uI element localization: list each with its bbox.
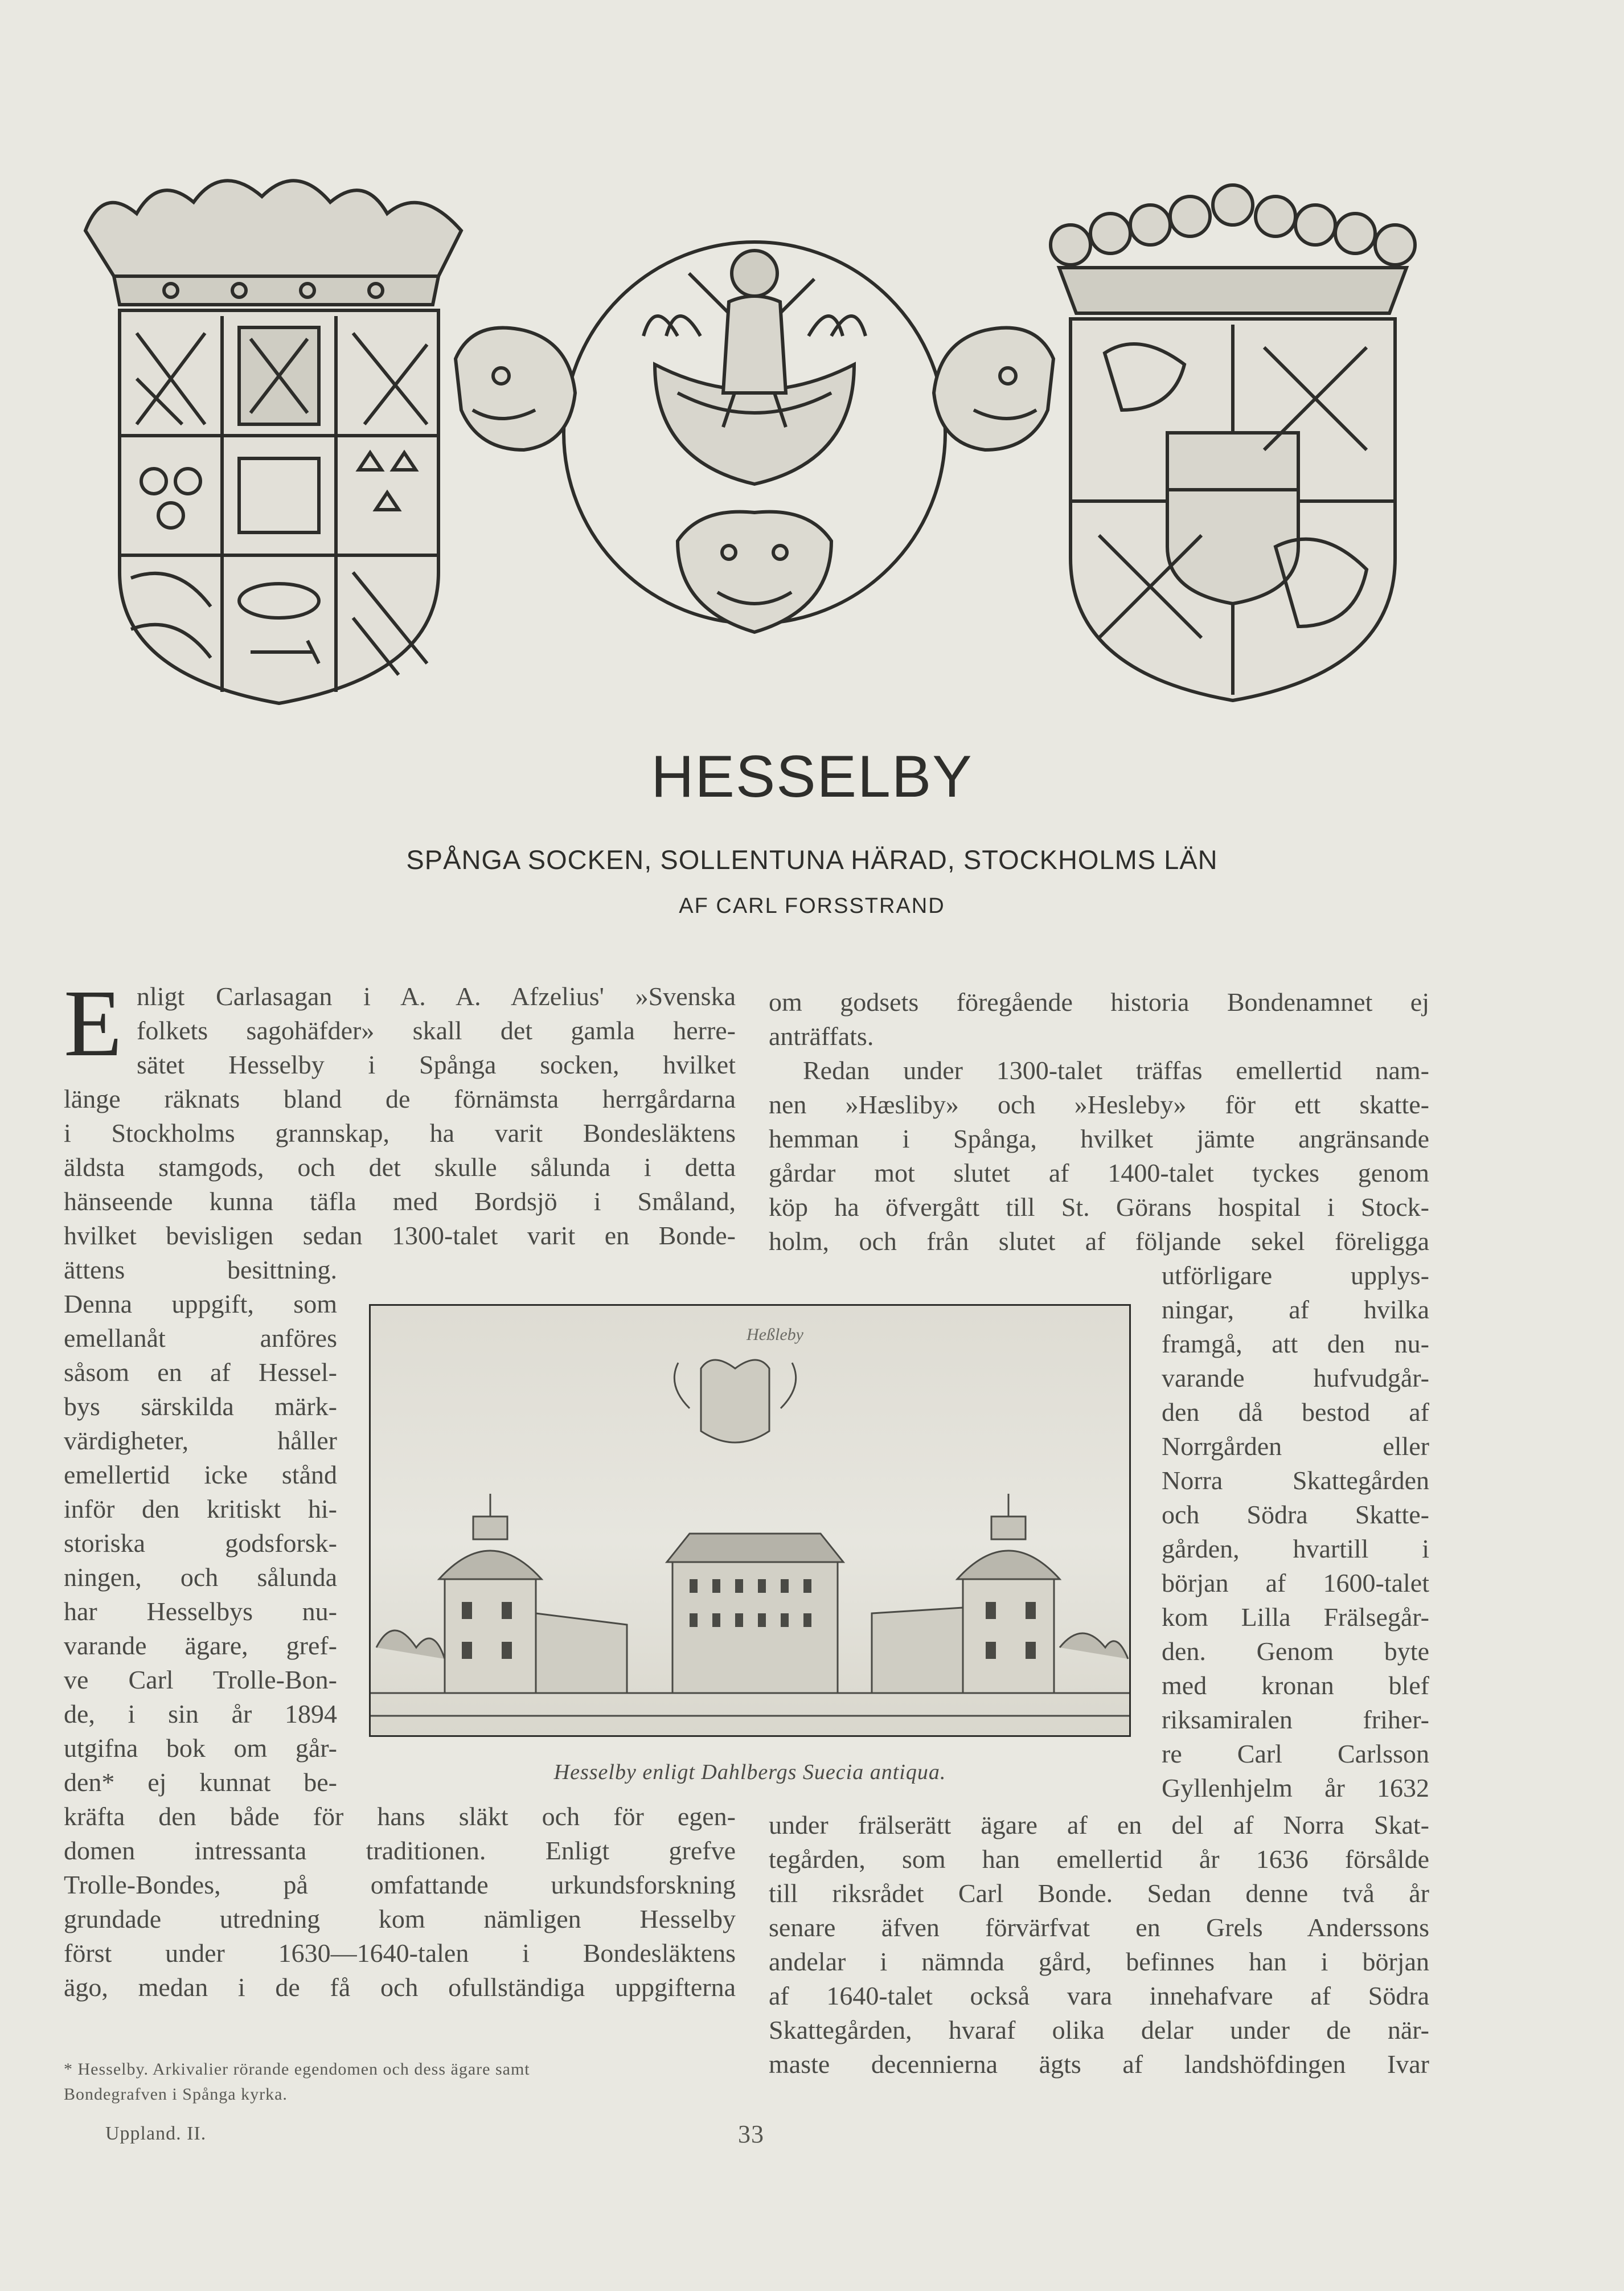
text-line: först under 1630—1640-talen i Bondesläktens (64, 1938, 736, 1968)
text-line: framgå, att den nu- (1162, 1329, 1429, 1358)
text-line: nligt Carlasagan i A. A. Afzelius' »Svenska (137, 982, 736, 1011)
text-line: domen intressanta traditionen. Enligt grefve (64, 1836, 736, 1865)
text-line: hvilket bevisligen sedan 1300-talet varit en Bonde- (64, 1221, 736, 1250)
text-line: och Södra Skatte- (1162, 1500, 1429, 1529)
text-line: hänseende kunna täfla med Bordsjö i Småland, (64, 1187, 736, 1216)
text-line: andelar i nämnda gård, befinnes han i början (769, 1947, 1429, 1976)
right-coat-of-arms-icon (1036, 182, 1429, 706)
author-line: AF CARL FORSSTRAND (679, 894, 945, 918)
text-line: utförligare upplys- (1162, 1261, 1429, 1290)
text-line: ningen, och sålunda (64, 1563, 337, 1592)
text-line: äldsta stamgods, och det skulle sålunda i detta (64, 1153, 736, 1182)
text-line: Norrgården eller (1162, 1432, 1429, 1461)
text-line: storiska godsforsk- (64, 1528, 337, 1558)
text-line: grundade utredning kom nämligen Hesselby (64, 1904, 736, 1933)
text-line: början af 1600-talet (1162, 1568, 1429, 1597)
text-line: re Carl Carlsson (1162, 1739, 1429, 1768)
text-line: hemman i Spånga, hvilket jämte angränsande (769, 1124, 1429, 1153)
text-line: köp ha öfvergått till St. Görans hospital i Stock- (769, 1192, 1429, 1222)
text-line: har Hesselbys nu- (64, 1597, 337, 1626)
text-line: Norra Skattegården (1162, 1466, 1429, 1495)
text-line: varande hufvudgår- (1162, 1363, 1429, 1392)
page-title: HESSELBY (651, 744, 973, 810)
text-line: Gyllenhjelm år 1632 (1162, 1773, 1429, 1802)
text-line: holm, och från slutet af följande sekel föreligga (769, 1227, 1429, 1256)
text-line: Denna uppgift, som (64, 1289, 337, 1318)
hesselby-engraving (369, 1304, 1131, 1737)
text-line: anträffats. (769, 1022, 874, 1051)
text-line: folkets sagohäfder» skall det gamla herre- (137, 1016, 736, 1045)
figure-caption: Hesselby enligt Dahlbergs Suecia antiqua. (553, 1760, 946, 1784)
text-line: utgifna bok om går- (64, 1733, 337, 1763)
drop-cap: E (64, 970, 122, 1076)
text-line: kom Lilla Frälsegår- (1162, 1603, 1429, 1632)
manor-house-illustration (371, 1306, 1129, 1735)
text-line: till riksrådet Carl Bonde. Sedan denne två år (769, 1879, 1429, 1908)
text-line: ningar, af hvilka (1162, 1295, 1429, 1324)
text-line: Skattegården, hvaraf olika delar under de när- (769, 2015, 1429, 2044)
footnote-line: Bondegrafven i Spånga kyrka. (64, 2085, 288, 2104)
footer-volume: Uppland. II. (105, 2123, 207, 2144)
text-line: nen »Hæsliby» och »Hesleby» för ett skatte- (769, 1090, 1429, 1119)
text-line: emellanåt anföres (64, 1323, 337, 1353)
text-line: bys särskilda märk- (64, 1392, 337, 1421)
page-number: 33 (738, 2120, 764, 2148)
text-line: länge räknats bland de förnämsta herrgårdarna (64, 1084, 736, 1113)
text-line: gårdar mot slutet af 1400-talet tyckes genom (769, 1158, 1429, 1187)
text-line: maste decennierna ägts af landshöfdingen Ivar (769, 2050, 1429, 2079)
text-line: ve Carl Trolle-Bon- (64, 1665, 337, 1694)
text-line: gården, hvartill i (1162, 1534, 1429, 1563)
text-line: de, i sin år 1894 (64, 1699, 337, 1728)
text-line: af 1640-talet också vara innehafvare af Södra (769, 1981, 1429, 2010)
text-line: emellertid icke stånd (64, 1460, 337, 1489)
engraving-inscription: Heßleby (747, 1325, 803, 1344)
text-line: den. Genom byte (1162, 1637, 1429, 1666)
text-line: den då bestod af (1162, 1397, 1429, 1427)
footnote-line: * Hesselby. Arkivalier rörande egendomen och dess ägare samt (64, 2060, 530, 2079)
text-line: såsom en af Hessel- (64, 1358, 337, 1387)
text-line: sätet Hesselby i Spånga socken, hvilket (137, 1050, 736, 1079)
text-line: i Stockholms grannskap, ha varit Bondesläktens (64, 1118, 736, 1147)
page-subtitle: SPÅNGA SOCKEN, SOLLENTUNA HÄRAD, STOCKHOLMS LÄN (406, 845, 1218, 875)
text-line: riksamiralen friher- (1162, 1705, 1429, 1734)
text-line: inför den kritiskt hi- (64, 1494, 337, 1523)
text-line: den* ej kunnat be- (64, 1768, 337, 1797)
text-line: under frälserätt ägare af en del af Norra Skat- (769, 1810, 1429, 1839)
text-line: varande ägare, gref- (64, 1631, 337, 1660)
text-line: Redan under 1300-talet träffas emellertid nam- (803, 1056, 1429, 1085)
text-line: värdigheter, håller (64, 1426, 337, 1455)
text-line: kräfta den både för hans släkt och för egen- (64, 1802, 736, 1831)
text-line: Trolle-Bondes, på omfattande urkundsforskning (64, 1870, 736, 1899)
text-line: om godsets föregående historia Bondenamnet ej (769, 987, 1429, 1017)
text-line: tegården, som han emellertid år 1636 försålde (769, 1845, 1429, 1874)
text-line: med kronan blef (1162, 1671, 1429, 1700)
center-heraldic-lions-icon (438, 222, 1071, 644)
text-line: senare äfven förvärfvat en Grels Anderssons (769, 1913, 1429, 1942)
left-coat-of-arms-icon (68, 162, 484, 709)
text-line: ägo, medan i de få och ofullständiga uppgifterna (64, 1973, 736, 2002)
text-line: ättens besittning. (64, 1255, 337, 1284)
